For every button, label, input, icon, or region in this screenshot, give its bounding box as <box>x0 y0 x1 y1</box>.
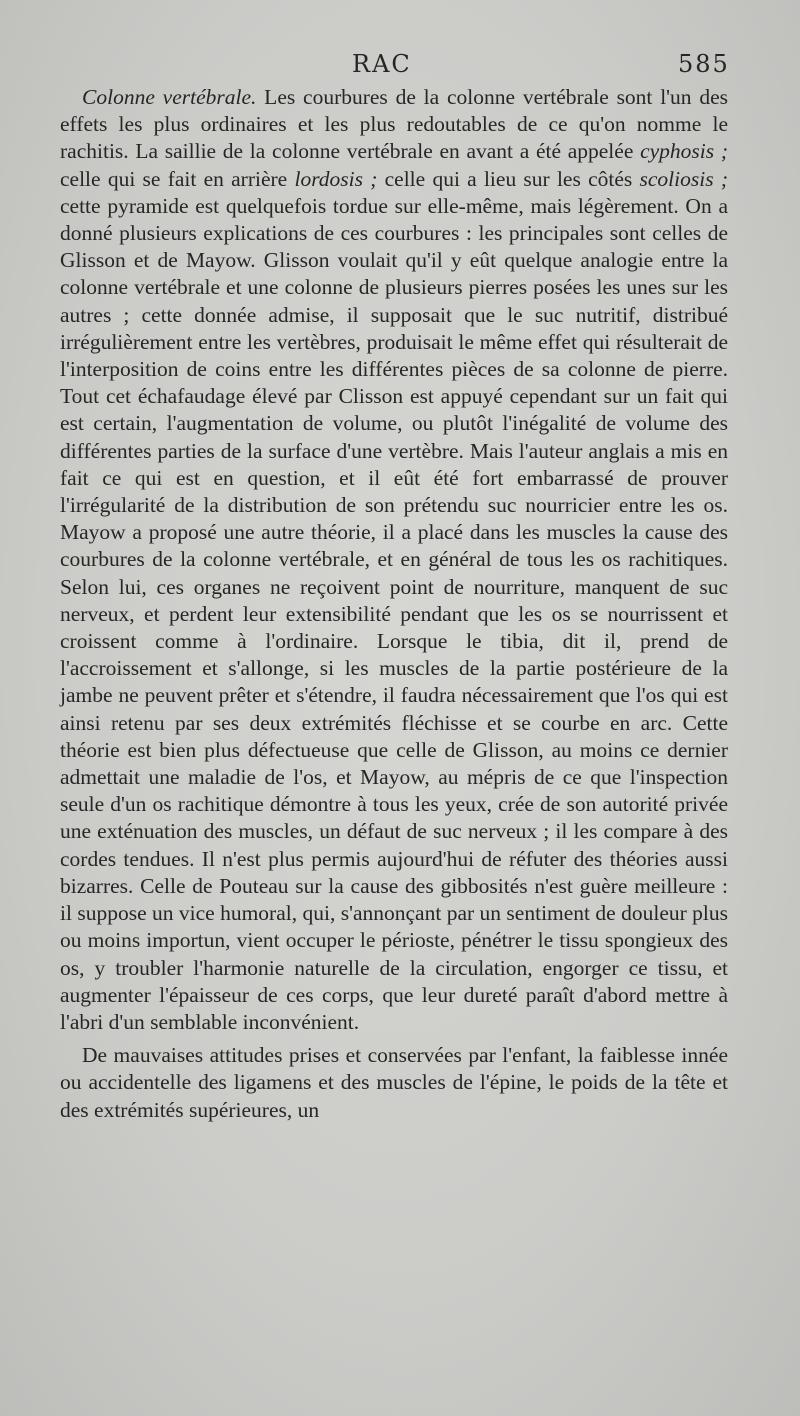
term-lordosis: lordosis ; <box>294 166 378 191</box>
term-cyphosis: cyphosis ; <box>640 139 728 164</box>
section-heading: Colonne vertébrale. <box>82 85 257 109</box>
paragraph-text: celle qui se fait en arrière <box>60 166 295 191</box>
term-scoliosis: scoliosis ; <box>639 166 728 191</box>
body-text <box>60 84 728 1124</box>
paragraph-text: cette pyramide est quelquefois tordue sur elle-même, mais légèrement. On a donné plusieurs explications de ces courbures : les principales sont celles de Glisson et de Mayow. Glisson voulait qu'il y eût quelque analogie entre la colonne vertébrale et une colonne de plusieurs pierres posées les unes sur les autres ; cette donnée admise, il supposait que le suc nutritif, distribué irrégulièrement entre les vertèbres, produisait le même effet qui résulterait de l'interposition de coins entre les différentes pièces de sa colonne de pierre. Tout cet échafaudage élevé par Clisson est appuyé cependant sur un fait qui est certain, l'augmentation de volume, ou plutôt l'inégalité de volume des différentes parties de la surface d'une vertèbre. Mais l'auteur anglais a mis en fait ce qui est en question, et il eût été fort embarrassé de prouver l'irrégularité de la distribution de son prétendu suc nourricier entre les os. Mayow a proposé une autre théorie, il a placé dans les muscles la cause des courbures de la colonne vertébrale, et en général de tous les os rachitiques. Selon lui, ces organes ne reçoivent point de nourriture, manquent de suc nerveux, et perdent leur extensibilité pendant que les os se nourrissent et croissent comme à l'ordinaire. Lorsque le tibia, dit il, prend de l'accroissement et s'allonge, si les muscles de la partie postérieure de la jambe ne peuvent prêter et s'étendre, il faudra nécessairement que l'os qui est ainsi retenu par ses deux extrémités fléchisse et se courbe en arc. Cette théorie est bien plus défectueuse que celle de Glisson, au moins ce dernier admettait une maladie de l'os, et Mayow, au mépris de ce que l'inspection seule d'un os rachitique démontre à tous les yeux, crée de son autorité privée une exténuation des muscles, un défaut de suc nerveux ; il les compare à des cordes tendues. Il n'est plus permis aujourd'hui de réfuter des théories aussi bizarres. Celle de Pouteau sur la cause des gibbosités n'est guère meilleure : il suppose un vice humoral, qui, s'annonçant par un sentiment de douleur plus ou moins importun, vient occuper le périoste, pénétrer le tissu spongieux des os, y troubler l'harmonie naturelle de la circulation, engorger ce tissu, et augmenter l'épaisseur de ces corps, que leur dureté paraît d'abord mettre à l'abri d'un semblable inconvénient. <box>60 193 728 1034</box>
paragraph-text: celle qui a lieu sur les côtés <box>377 166 640 191</box>
paragraph-colonne-vertebrale <box>60 84 728 1036</box>
page-number: 585 <box>678 50 730 78</box>
paragraph-causes: De mauvaises attitudes prises et conservées par l'enfant, la faiblesse innée ou accidentelle des ligamens et des muscles de l'épine, le poids de la tête et des extrémités supérieures, un <box>60 1043 728 1122</box>
running-head: RAC <box>352 50 412 78</box>
paragraph-text: Les courbures de la colonne vertébrale sont l'un des effets les plus ordinaires et les plus redoutables de ce qu'on nomme le rachitis. La saillie de la colonne vertébrale en avant a été appelée <box>60 85 729 164</box>
page-header <box>0 50 800 80</box>
